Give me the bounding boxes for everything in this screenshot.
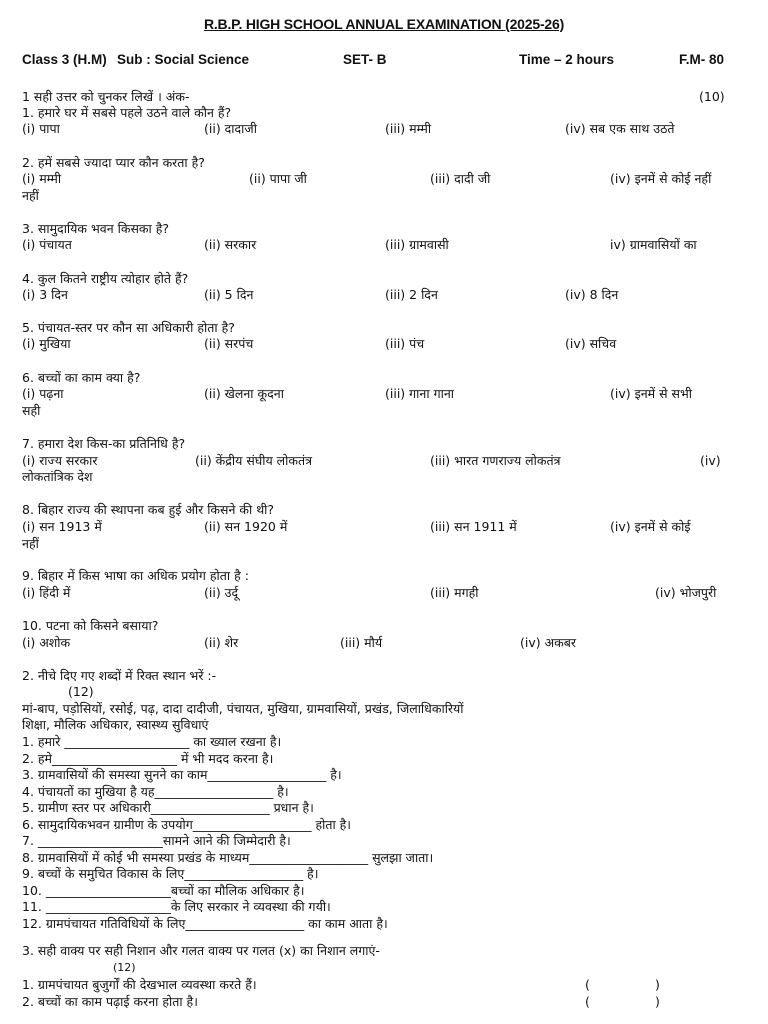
- q9-option-4: (iv) भोजपुरी: [655, 585, 717, 600]
- fill-blank-7: 7. ____________________सामने आने की जिम्मेदारी है।: [22, 833, 291, 848]
- q1-option-2: (ii) दादाजी: [204, 121, 257, 136]
- q3-option-1: (i) पंचायत: [22, 237, 72, 252]
- section1-instruction: 1 सही उत्तर को चुनकर लिखें । अंक-: [22, 89, 190, 104]
- q8-option-2: (ii) सन 1920 में: [204, 519, 288, 534]
- q5-option-2: (ii) सरपंच: [204, 336, 254, 351]
- q2-option-4: (iv) इनमें से कोई नहीं: [610, 171, 712, 186]
- section2-marks: (12): [68, 684, 94, 699]
- section3-instruction: 3. सही वाक्य पर सही निशान और गलत वाक्य पर गलत (x) का निशान लगाएं-: [22, 943, 380, 958]
- q6-option-4: (iv) इनमें से सभी: [610, 386, 693, 401]
- question-4: 4. कुल कितने राष्ट्रीय त्योहार होते हैं?: [22, 271, 189, 286]
- set-label: SET- B: [343, 52, 387, 67]
- q7-option-4: (iv): [700, 453, 721, 468]
- question-9: 9. बिहार में किस भाषा का अधिक प्रयोग होता है :: [22, 568, 249, 583]
- q3-option-2: (ii) सरकार: [204, 237, 257, 252]
- exam-title: R.B.P. HIGH SCHOOL ANNUAL EXAMINATION (2025-26): [203, 16, 565, 32]
- tf2-bracket-open: (: [585, 994, 590, 1009]
- q7-option-2: (ii) केंद्रीय संघीय लोकतंत्र: [195, 453, 313, 468]
- question-6: 6. बच्चों का काम क्या है?: [22, 370, 141, 385]
- section2-word-bank-2: शिक्षा, मौलिक अधिकार, स्वास्थ्य सुविधाएं: [22, 717, 209, 732]
- fill-blank-2: 2. हमे____________________ में भी मदद करना है।: [22, 751, 274, 766]
- time-label: Time – 2 hours: [519, 52, 615, 67]
- q8-option-4-cont: नहीं: [22, 536, 39, 551]
- subject-label: Sub : Social Science: [117, 52, 250, 67]
- tf1-bracket-open: (: [585, 977, 590, 992]
- fill-blank-11: 11. ____________________के लिए सरकार ने व्यवस्था की गयी।: [22, 899, 331, 914]
- q2-option-4-cont: नहीं: [22, 188, 39, 203]
- question-5: 5. पंचायत-स्तर पर कौन सा अधिकारी होता है?: [22, 320, 235, 335]
- q3-option-3: (iii) ग्रामवासी: [385, 237, 449, 252]
- q4-option-4: (iv) 8 दिन: [565, 287, 619, 302]
- question-10: 10. पटना को किसने बसाया?: [22, 618, 159, 633]
- q5-option-3: (iii) पंच: [385, 336, 425, 351]
- fill-blank-4: 4. पंचायतों का मुखिया है यह___________________ है।: [22, 784, 289, 799]
- section1-marks: (10): [699, 89, 725, 104]
- q1-option-4: (iv) सब एक साथ उठते: [565, 121, 675, 136]
- q3-option-4: iv) ग्रामवासियों का: [610, 237, 697, 252]
- question-7: 7. हमारा देश किस-का प्रतिनिधि है?: [22, 436, 186, 451]
- question-1: 1. हमारे घर में सबसे पहले उठने वाले कौन हैं?: [22, 105, 232, 120]
- fill-blank-10: 10. ____________________बच्चों का मौलिक अधिकार है।: [22, 883, 305, 898]
- q9-option-1: (i) हिंदी में: [22, 585, 71, 600]
- q1-option-1: (i) पापा: [22, 121, 60, 136]
- q9-option-2: (ii) उर्दू: [204, 585, 239, 600]
- q10-option-4: (iv) अकबर: [520, 635, 576, 650]
- q10-option-2: (ii) शेर: [204, 635, 239, 650]
- tf1-bracket-close: ): [655, 977, 660, 992]
- q10-option-1: (i) अशोक: [22, 635, 71, 650]
- class-label: Class 3 (H.M): [22, 52, 107, 67]
- section3-marks: (12): [113, 961, 136, 974]
- fill-blank-8: 8. ग्रामवासियों में कोई भी समस्या प्रखंड के माध्यम___________________ सुलझा जाता।: [22, 850, 434, 865]
- q6-option-3: (iii) गाना गाना: [385, 386, 455, 401]
- fill-blank-12: 12. ग्रामपंचायत गतिविधियों के लिए___________________ का काम आता है।: [22, 916, 388, 931]
- q4-option-3: (iii) 2 दिन: [385, 287, 438, 302]
- q8-option-1: (i) सन 1913 में: [22, 519, 102, 534]
- true-false-1: 1. ग्रामपंचायत बुजुर्गों की देखभाल व्यवस्था करते हैं।: [22, 977, 257, 992]
- tf2-bracket-close: ): [655, 994, 660, 1009]
- q8-option-4: (iv) इनमें से कोई: [610, 519, 691, 534]
- q7-option-1: (i) राज्य सरकार: [22, 453, 98, 468]
- fill-blank-3: 3. ग्रामवासियों की समस्या सुनने का काम___________________ है।: [22, 767, 342, 782]
- question-8: 8. बिहार राज्य की स्थापना कब हुई और किसने की थी?: [22, 502, 275, 517]
- q4-option-2: (ii) 5 दिन: [204, 287, 254, 302]
- q5-option-1: (i) मुखिया: [22, 336, 71, 351]
- q2-option-2: (ii) पापा जी: [249, 171, 307, 186]
- q2-option-1: (i) मम्मी: [22, 171, 62, 186]
- section2-word-bank-1: मां-बाप, पड़ोसियों, रसोई, पढ़, दादा दादीजी, पंचायत, मुखिया, ग्रामवासियों, प्रखंड, जिलाधिकारियों: [22, 701, 464, 716]
- q9-option-3: (iii) मगही: [430, 585, 479, 600]
- fill-blank-9: 9. बच्चों के समुचित विकास के लिए___________________ है।: [22, 866, 319, 881]
- q5-option-4: (iv) सचिव: [565, 336, 617, 351]
- q7-option-4-cont: लोकतांत्रिक देश: [22, 469, 93, 484]
- question-3: 3. सामुदायिक भवन किसका है?: [22, 221, 170, 236]
- fill-blank-1: 1. हमारे ____________________ का ख्याल रखना है।: [22, 734, 282, 749]
- fill-blank-5: 5. ग्रामीण स्तर पर अधिकारी___________________ प्रधान है।: [22, 800, 314, 815]
- true-false-2: 2. बच्चों का काम पढ़ाई करना होता है।: [22, 994, 198, 1009]
- q7-option-3: (iii) भारत गणराज्य लोकतंत्र: [430, 453, 561, 468]
- q6-option-2: (ii) खेलना कूदना: [204, 386, 284, 401]
- q10-option-3: (iii) मौर्य: [340, 635, 383, 650]
- q8-option-3: (iii) सन 1911 में: [430, 519, 517, 534]
- q4-option-1: (i) 3 दिन: [22, 287, 68, 302]
- question-2: 2. हमें सबसे ज्यादा प्यार कौन करता है?: [22, 155, 205, 170]
- q6-option-4-cont: सही: [22, 403, 41, 418]
- full-marks-label: F.M- 80: [679, 52, 725, 67]
- q1-option-3: (iii) मम्मी: [385, 121, 432, 136]
- q2-option-3: (iii) दादी जी: [430, 171, 491, 186]
- q6-option-1: (i) पढ़ना: [22, 386, 64, 401]
- fill-blank-6: 6. सामुदायिकभवन ग्रामीण के उपयोग___________________ होता है।: [22, 817, 352, 832]
- section2-instruction: 2. नीचे दिए गए शब्दों में रिक्त स्थान भरें :-: [22, 668, 217, 683]
